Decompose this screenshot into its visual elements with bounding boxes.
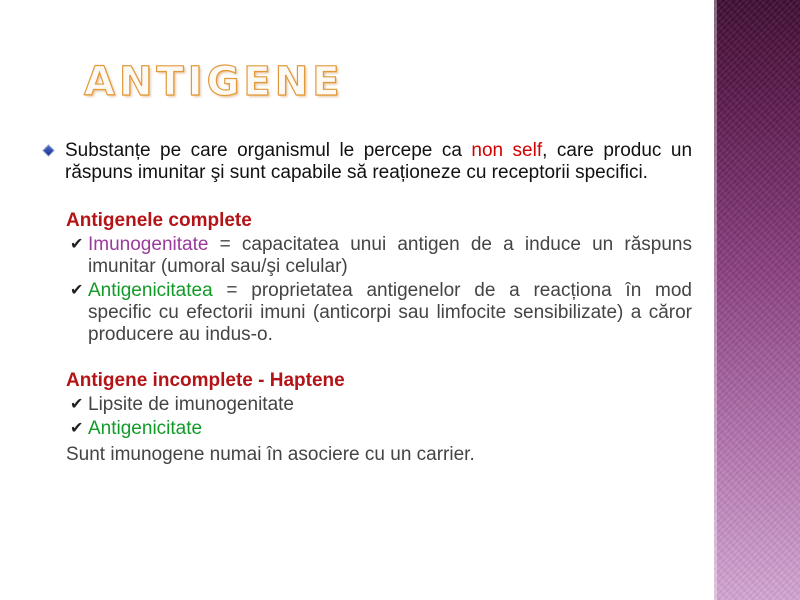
imunogenitate-item — [70, 234, 692, 278]
slide-title: ANTIGENE — [84, 59, 344, 105]
imunogenitate-definition: = capacitatea unui antigen de a induce un răspuns imunitar (umoral sau/şi celular) — [88, 234, 692, 277]
incomplete-antigens-heading: Antigene incomplete - Haptene — [66, 370, 345, 391]
definition-text — [65, 140, 692, 184]
definition-text-after: , care produc un răspuns imunitar şi sunt capabile să reaționeze cu receptorii specifici. — [65, 140, 693, 183]
definition-bullet — [44, 140, 692, 184]
antigenicitatea-term: Antigenicitatea — [88, 280, 213, 301]
diamond-bullet-icon — [44, 146, 54, 156]
checkmark-icon: ✔ — [70, 236, 84, 253]
antigenicitatea-item — [70, 280, 692, 346]
checkmark-icon: ✔ — [70, 282, 84, 299]
carrier-note: Sunt imunogene numai în asociere cu un carrier. — [66, 444, 475, 465]
checkmark-icon: ✔ — [70, 396, 84, 413]
checkmark-icon: ✔ — [70, 420, 84, 437]
complete-antigens-heading: Antigenele complete — [66, 210, 252, 231]
imunogenitate-text — [88, 234, 692, 278]
decorative-side-panel — [714, 0, 800, 600]
antigenicitate-term: Antigenicitate — [88, 418, 203, 439]
lipsite-text: Lipsite de imunogenitate — [88, 394, 294, 415]
antigenicitatea-definition: = proprietatea antigenelor de a reacționa în mod specific cu efectorii imuni (anticorpi sau limfocite sensibilizate) a căror producere au indus-o. — [88, 280, 692, 345]
antigenicitatea-text — [88, 280, 692, 346]
definition-text-before: Substanțe pe care organismul le percepe ca — [65, 140, 472, 161]
non-self-highlight: non self — [471, 140, 543, 161]
lipsite-item — [70, 394, 692, 416]
imunogenitate-term: Imunogenitate — [88, 234, 209, 255]
antigenicitate-item — [70, 418, 692, 440]
slide-content — [44, 140, 692, 466]
